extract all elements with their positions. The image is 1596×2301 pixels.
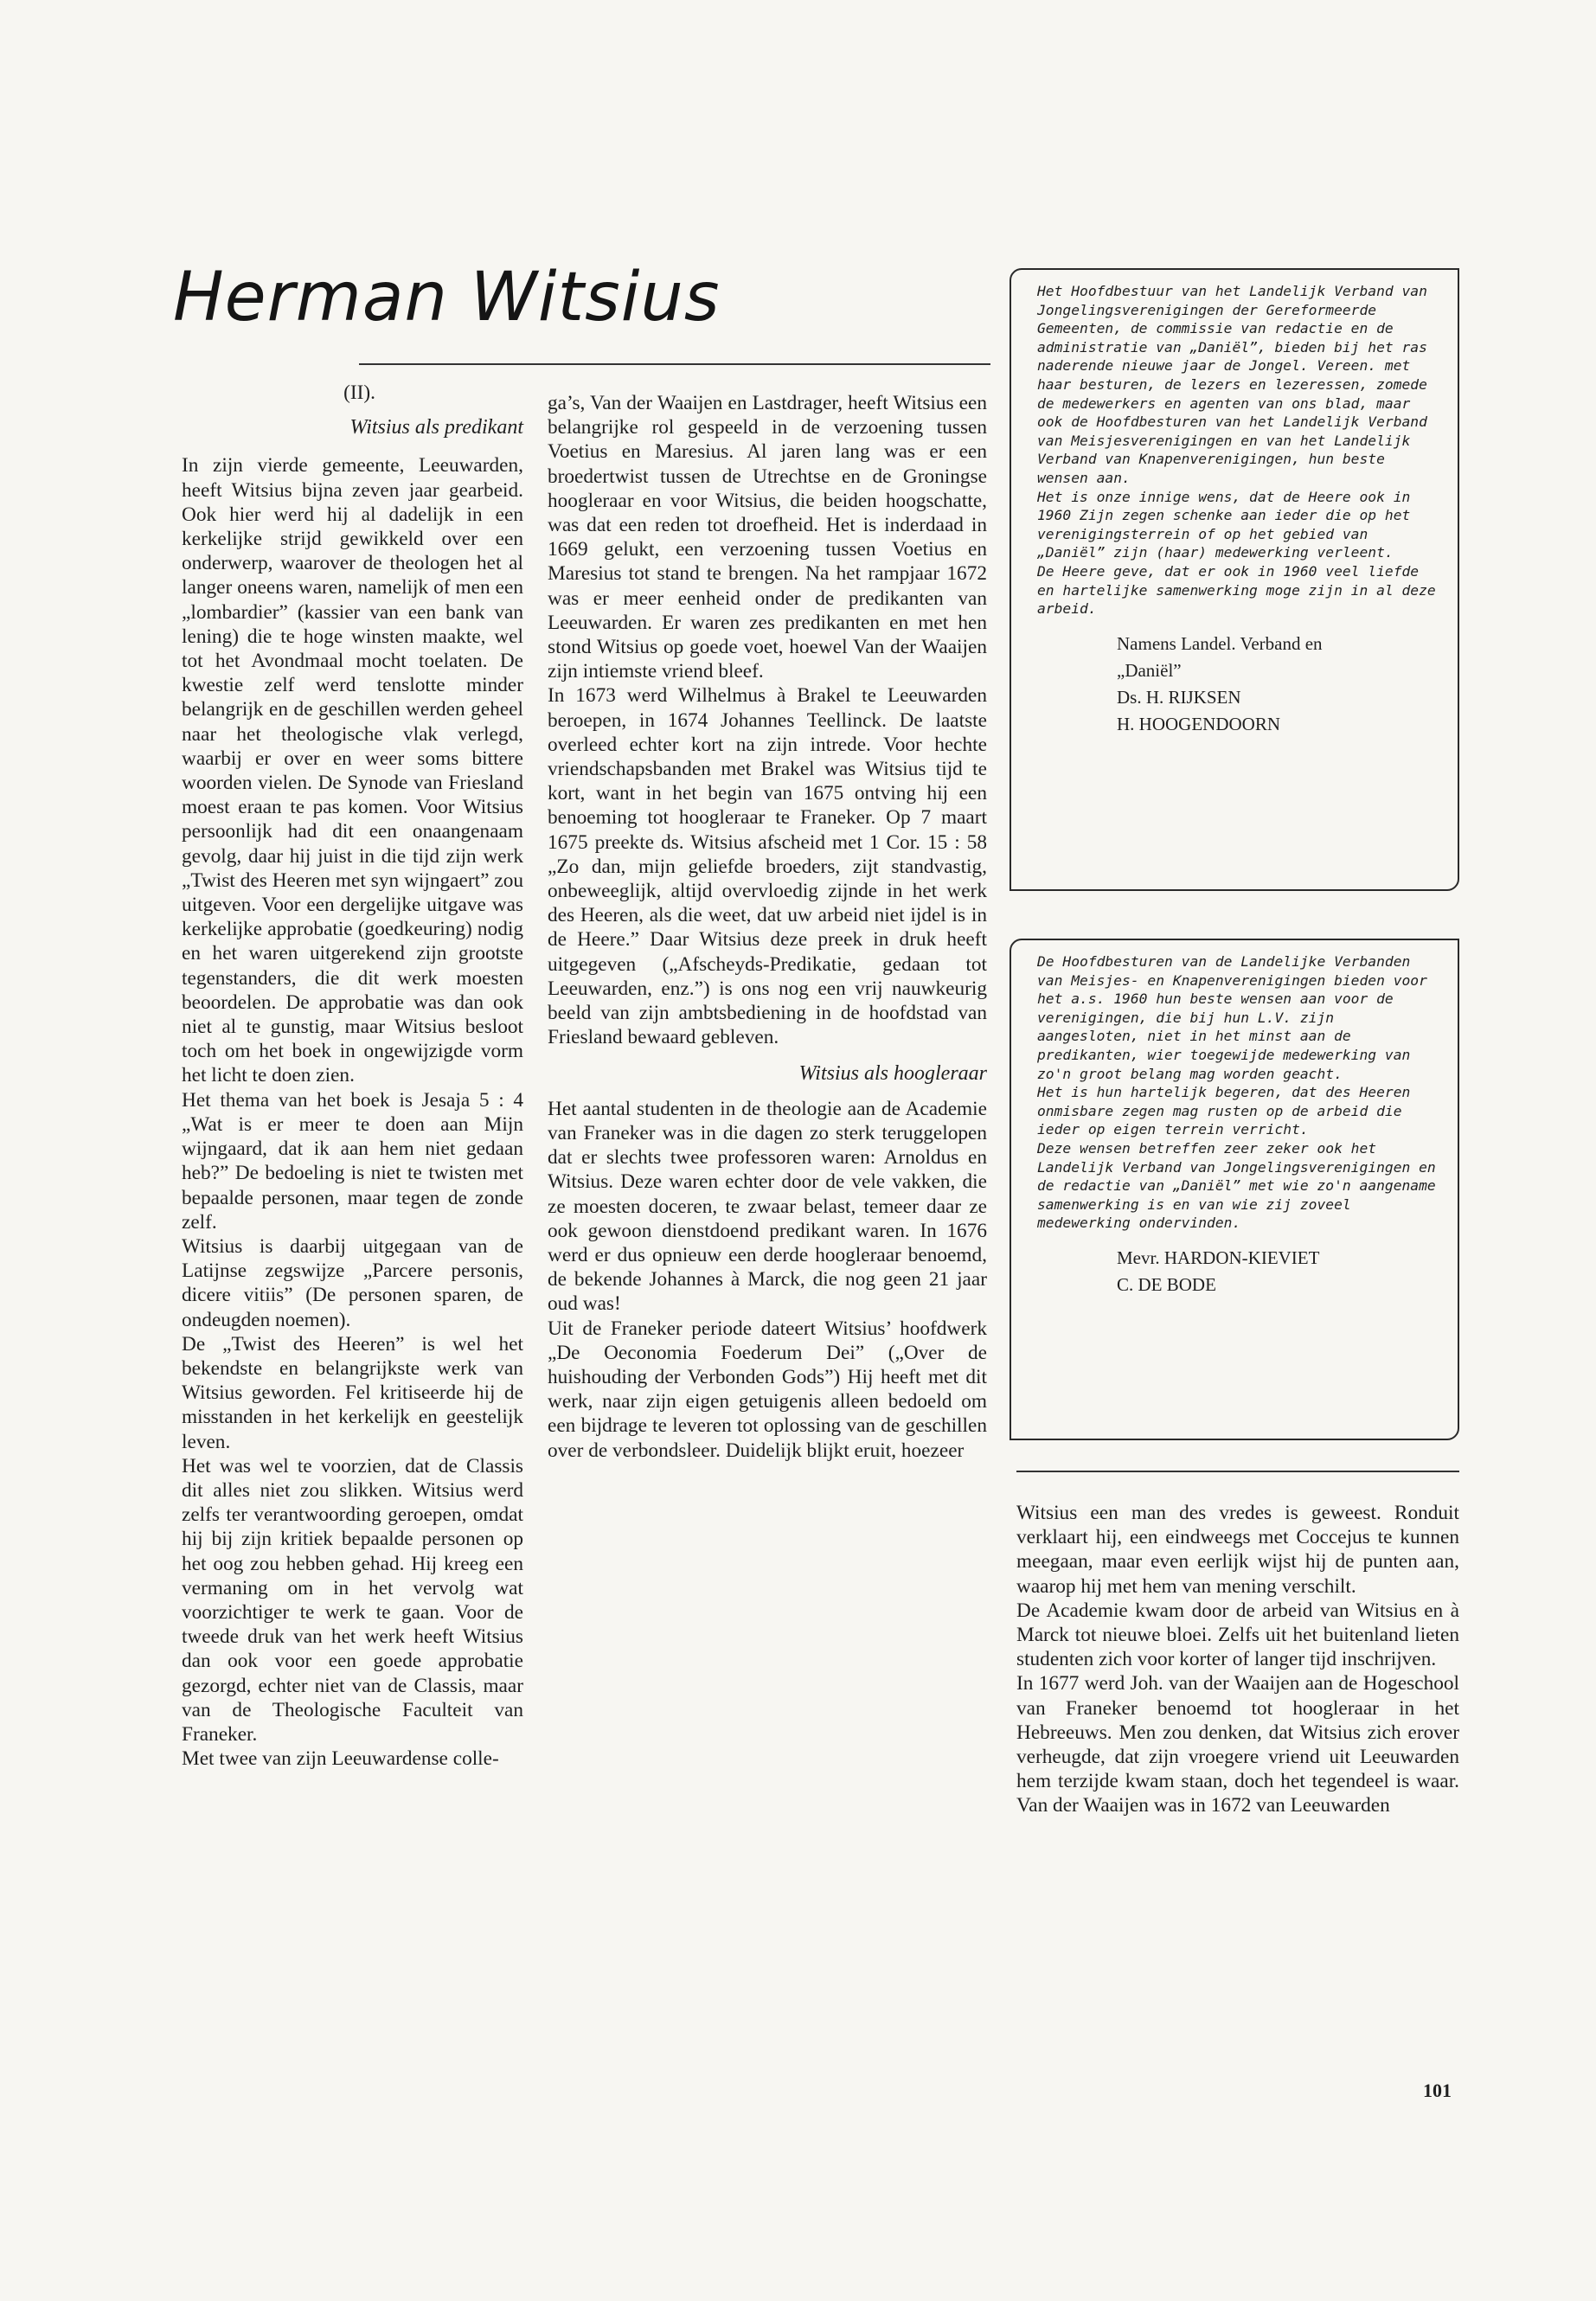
title-rule [359,363,990,365]
paragraph: Het thema van het boek is Jesaja 5 : 4 „Wat is er meer te doen aan Mijn wijngaard, dat ik aan hem niet gedaan heb?” De bedoeling is niet te twisten met bepaalde personen, maar tegen de zonde zelf. [182,1088,523,1234]
section-heading-hoogleraar: Witsius als hoogleraar [798,1062,987,1086]
paragraph: In 1677 werd Joh. van der Waaijen aan de Hogeschool van Franeker benoemd tot hoogleraar in het Hebreeuws. Men zou denken, dat Witsius zich erover verheugde, dat zijn vroegere vriend uit Leeuwarden hem terzijde kwam staan, doch het tegendeel is waar. Van der Waaijen was in 1672 van Leeuwarden [1016,1672,1459,1817]
box-signature [1117,632,1439,736]
signature-line: Namens Landel. Verband en [1117,632,1323,654]
announcement-box-hoofdbesturen [1010,939,1459,1440]
part-number: (II). [343,381,375,404]
column-1 [182,381,523,1771]
paragraph: ga’s, Van der Waaijen en Lastdrager, heeft Witsius een belangrijke rol gespeeld in de verzoening tussen Voetius en Maresius. Al jaren lang was er een broedertwist tussen de Utrechtse en de Groningse hoogleraar en voor Witsius, die beiden hoogschatte, was dat een reden tot droefheid. Het is inderdaad in 1669 gelukt, een verzoening tussen Voetius en Maresius tot stand te brengen. Na het rampjaar 1672 was er meer eenheid onder de predikanten van Leeuwarden. Er waren zes predikanten en met hen stond Witsius op goede voet, hoewel Van der Waaijen zijn intiemste vriend bleef. [548,392,987,683]
box-signature [1117,1247,1439,1297]
signature-line: H. HOOGENDOORN [1117,713,1280,734]
signature-line: C. DE BODE [1117,1273,1216,1295]
box-paragraph: Deze wensen betreffen zeer zeker ook het Landelijk Verband van Jongelingsverenigingen en de redactie van „Daniël” met wie zo'n aangename samenwerking is en van wie zij zoveel medewerking ondervinden. [1037,1139,1436,1232]
box-paragraph: Het is hun hartelijk begeren, dat des Heeren onmisbare zegen mag rusten op de arbeid die ieder op eigen terrein verricht. [1037,1084,1411,1138]
paragraph: Met twee van zijn Leeuwardense colle- [182,1747,499,1771]
paragraph: Witsius is daarbij uitgegaan van de Latijnse zegswijze „Parcere personis, dicere vitiis” (De personen sparen, de ondeugden noemen). [182,1234,523,1331]
section-heading-predikant: Witsius als predikant [349,416,523,439]
paragraph: Het was wel te voorzien, dat de Classis dit alles niet zou slikken. Witsius werd zelfs ter verantwoording geroepen, omdat hij bij zijn kritiek bepaalde personen op het oog zou hebben gehad. Hij kreeg een vermaning om in het vervolg wat voorzichtiger te werk te gaan. Voor de tweede druk van het werk heeft Witsius dan ook voor een goede approbatie gezorgd, echter niet van de Classis, maar van de Theologische Faculteit van Franeker. [182,1454,523,1746]
paragraph: De „Twist des Heeren” is wel het bekendste en belangrijkste werk van Witsius geworden. Fel kritiseerde hij de misstanden in het kerkelijk en geestelijk leven. [182,1332,523,1453]
paragraph: In 1673 werd Wilhelmus à Brakel te Leeuwarden beroepen, in 1674 Johannes Teellinck. De laatste overleed echter kort na zijn intrede. Voor hechte vriendschapsbanden met Brakel was Witsius tijd te kort, want in het begin van 1675 ontving hij een benoeming tot hoogleraar te Franeker. Op 7 maart 1675 preekte ds. Witsius afscheid met 1 Cor. 15 : 58 „Zo dan, mijn geliefde broeders, zijt standvastig, onbeweeglijk, altijd overvloedig zijnde in het werk des Heeren, als die weet, dat uw arbeid niet ijdel is in de Heere.” Daar Witsius deze preek in druk heeft uitgegeven („Afscheyds-Predikatie, gedaan tot Leeuwarden, enz.”) is ons nog een vrij nauwkeurig beeld van zijn ambtsbediening in de hoofdstad van Friesland bewaard gebleven. [548,684,987,1049]
column-2 [548,391,987,1463]
page-number: 101 [1423,2080,1452,2101]
signature-line: Mevr. HARDON-KIEVIET [1117,1247,1320,1268]
box-paragraph: Het is onze innige wens, dat de Heere ook in 1960 Zijn zegen schenke aan ieder die op het verenigingsterrein of op het gebied van „Daniël” zijn (haar) medewerking verleent. [1037,488,1411,561]
column-separator-rule [1016,1471,1459,1472]
paragraph: Witsius een man des vredes is geweest. Ronduit verklaart hij, een eindweegs met Coccejus te kunnen meegaan, maar even eerlijk wijst hij de punten aan, waarop hij met hem van mening verschilt. [1016,1502,1459,1598]
signature-line: Ds. H. RIJKSEN [1117,686,1241,708]
paragraph: De Academie kwam door de arbeid van Witsius en à Marck tot nieuwe bloei. Zelfs uit het buitenland lieten studenten zich voor korter of langer tijd inschrijven. [1016,1599,1459,1671]
paragraph: In zijn vierde gemeente, Leeuwarden, heeft Witsius bijna zeven jaar gearbeid. Ook hier werd hij al dadelijk in een kerkelijke strijd gewikkeld over een onderwerp, waarover de theologen het al langer oneens waren, namelijk of men een „lombardier” (kassier van een bank van lening) die te hoge winsten maakte, wel tot het Avondmaal mocht toelaten. De kwestie zelf werd tenslotte minder belangrijk en de geschillen werden geheel naar het theologische vlak verlegd, waarbij er over en weer soms bittere woorden vielen. De Synode van Friesland moest eraan te pas komen. Voor Witsius persoonlijk had dit een onaangenaam gevolg, daar hij juist in die tijd zijn werk „Twist des Heeren met syn wijngaert” zou uitgeven. Voor een dergelijke uitgave was kerkelijke approbatie (goedkeuring) nodig en het waren uitgerekend zijn grootste tegenstanders, die dit werk moesten beoordelen. De approbatie was dan ook niet al te gunstig, maar Witsius besloot toch om het boek in ongewijzigde vorm het licht te doen zien. [182,454,523,1087]
box-paragraph: De Heere geve, dat er ook in 1960 veel liefde en hartelijke samenwerking moge zijn in al deze arbeid. [1037,562,1436,618]
box-paragraph: De Hoofdbesturen van de Landelijke Verbanden van Meisjes- en Knapenverenigingen bieden voor het a.s. 1960 hun beste wensen aan voor de verenigingen, die bij hun L.V. zijn aangesloten, niet in het minst aan de predikanten, wier toegewijde medewerking van zo'n groot belang mag worden geacht. [1037,953,1427,1082]
page-title: Herman Witsius [173,259,721,336]
column-3 [1016,1501,1459,1818]
signature-line: „Daniël” [1117,659,1182,681]
paragraph: Uit de Franeker periode dateert Witsius’ hoofdwerk „De Oeconomia Foederum Dei” („Over de huishouding der Verbonden Gods”) Hij heeft met dit werk, naar zijn eigen getuigenis alleen bedoeld om een bijdrage te leveren tot oplossing van de geschillen over de verbondsleer. Duidelijk blijkt eruit, hoezeer [548,1317,987,1462]
announcement-box-hoofdbestuur [1010,268,1459,891]
paragraph: Het aantal studenten in de theologie aan de Academie van Franeker was in die dagen zo sterk teruggelopen dat er slechts twee professoren waren: Arnoldus en Witsius. Deze waren echter door de vele vakken, die ze moesten doceren, te zwaar belast, temeer daar ze ook gewoon dienstdoend predikant waren. In 1676 werd er dus opnieuw een derde hoogleraar benoemd, de bekende Johannes à Marck, die nog geen 21 jaar oud was! [548,1097,987,1316]
box-paragraph: Het Hoofdbestuur van het Landelijk Verband van Jongelingsverenigingen der Gereformeerde Gemeenten, de commissie van redactie en de administratie van „Daniël”, bieden bij het ras naderende nieuwe jaar de Jongel. Vereen. met haar besturen, de lezers en lezeressen, zomede de medewerkers en agenten van ons blad, maar ook de Hoofdbesturen van het Landelijk Verband van Meisjesverenigingen en van het Landelijk Verband van Knapenverenigingen, hun beste wensen aan. [1037,283,1427,486]
